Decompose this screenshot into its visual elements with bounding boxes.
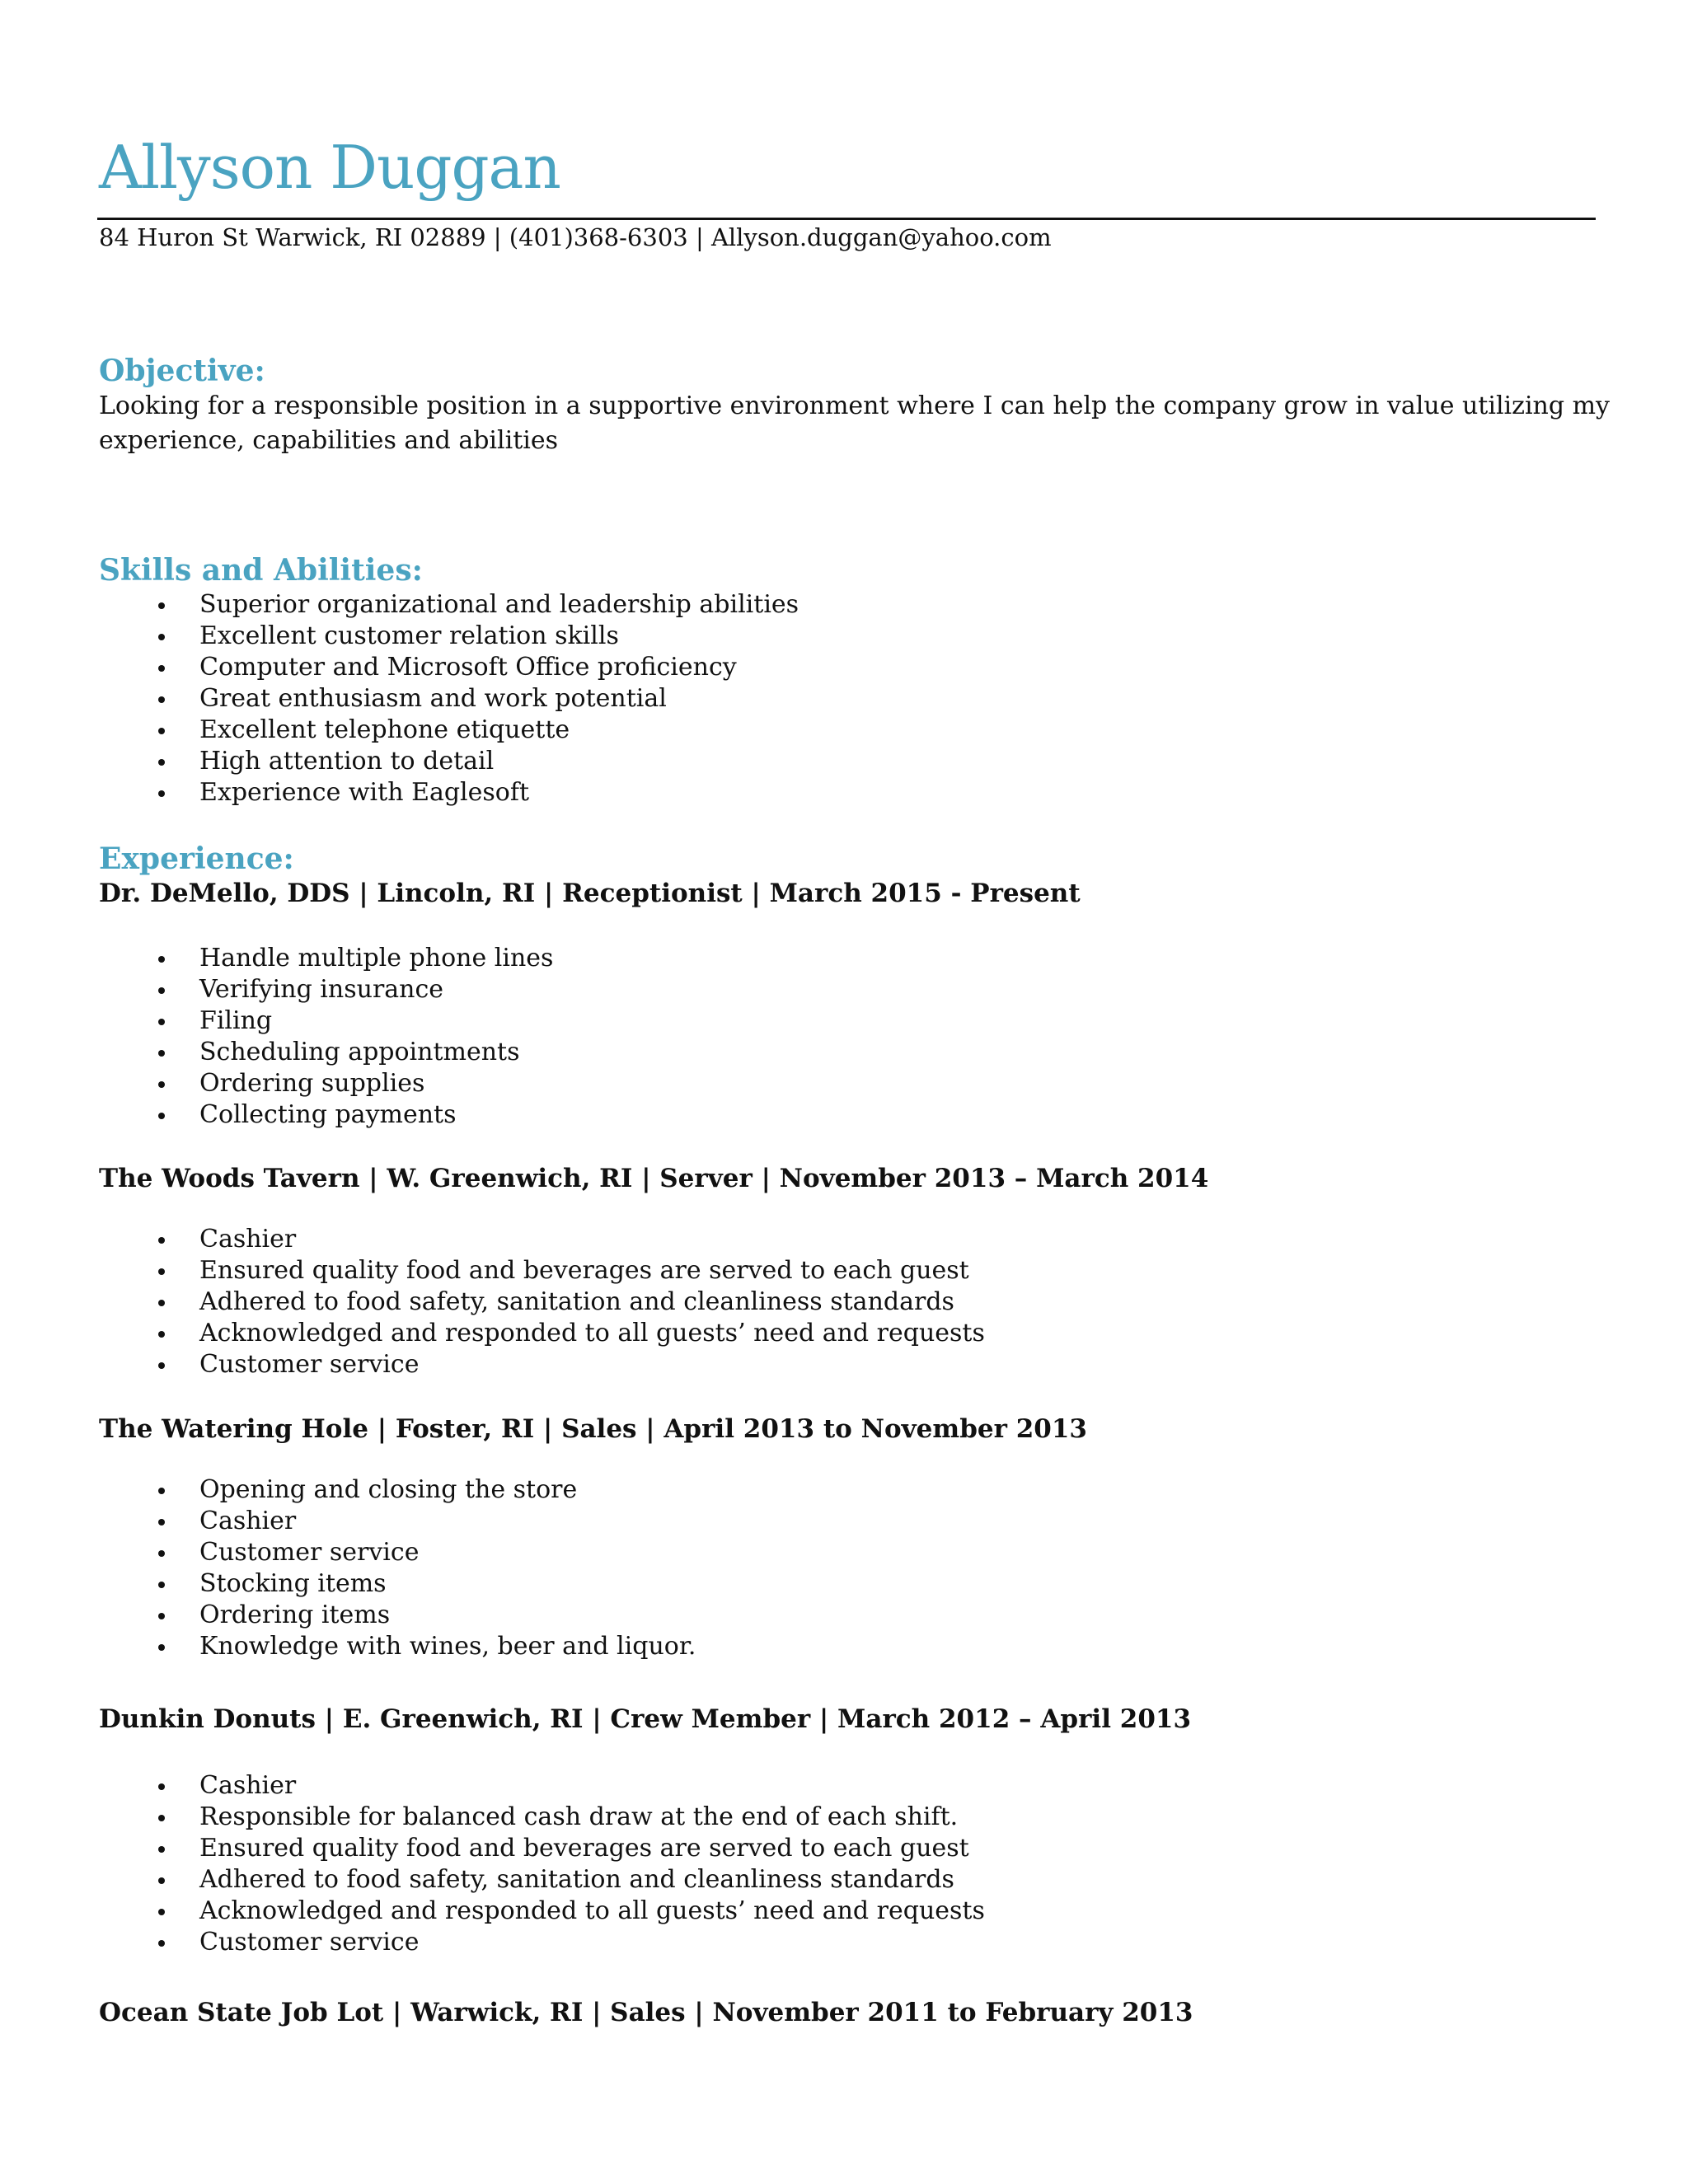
objective-heading: Objective:: [99, 354, 265, 388]
list-item: High attention to detail: [99, 746, 799, 777]
job-heading: Dunkin Donuts | E. Greenwich, RI | Crew Member | March 2012 – April 2013: [99, 1704, 1192, 1734]
list-item: Excellent customer relation skills: [99, 621, 799, 652]
list-item: Scheduling appointments: [99, 1037, 553, 1068]
job-duties-list: [99, 1224, 985, 1380]
list-item: Cashier: [99, 1506, 696, 1537]
header-divider: [97, 218, 1596, 220]
list-item: Handle multiple phone lines: [99, 943, 553, 974]
job-duties-list: [99, 1474, 696, 1662]
objective-text: [99, 389, 1611, 458]
skills-list: [99, 589, 799, 808]
list-item: Opening and closing the store: [99, 1474, 696, 1506]
list-item: Customer service: [99, 1537, 696, 1568]
list-item: Superior organizational and leadership abilities: [99, 589, 799, 621]
list-item: Verifying insurance: [99, 974, 553, 1005]
list-item: Ordering items: [99, 1600, 696, 1631]
list-item: Experience with Eaglesoft: [99, 777, 799, 808]
list-item: Collecting payments: [99, 1099, 553, 1131]
resume-page: [99, 0, 1611, 2184]
job-duties-list: [99, 943, 553, 1131]
skills-heading: Skills and Abilities:: [99, 553, 423, 588]
list-item: Filing: [99, 1005, 553, 1037]
list-item: Adhered to food safety, sanitation and cleanliness standards: [99, 1286, 985, 1318]
objective-line: Looking for a responsible position in a supportive environment where I can help the company grow in value utilizing my: [99, 391, 1611, 420]
experience-heading: Experience:: [99, 841, 294, 876]
contact-line: 84 Huron St Warwick, RI 02889 | (401)368-6303 | Allyson.duggan@yahoo.com: [99, 223, 1052, 251]
list-item: Knowledge with wines, beer and liquor.: [99, 1631, 696, 1662]
list-item: Great enthusiasm and work potential: [99, 683, 799, 715]
job-duties-list: [99, 1770, 985, 1958]
list-item: Acknowledged and responded to all guests’ need and requests: [99, 1896, 985, 1927]
list-item: Adhered to food safety, sanitation and cleanliness standards: [99, 1864, 985, 1896]
list-item: Stocking items: [99, 1568, 696, 1600]
list-item: Ordering supplies: [99, 1068, 553, 1099]
list-item: Ensured quality food and beverages are served to each guest: [99, 1833, 985, 1864]
list-item: Cashier: [99, 1770, 985, 1802]
objective-line: experience, capabilities and abilities: [99, 426, 558, 455]
list-item: Cashier: [99, 1224, 985, 1255]
list-item: Responsible for balanced cash draw at the end of each shift.: [99, 1802, 985, 1833]
list-item: Computer and Microsoft Office proficiency: [99, 652, 799, 683]
list-item: Excellent telephone etiquette: [99, 715, 799, 746]
job-heading: The Woods Tavern | W. Greenwich, RI | Server | November 2013 – March 2014: [99, 1164, 1209, 1193]
list-item: Acknowledged and responded to all guests’ need and requests: [99, 1318, 985, 1349]
list-item: Customer service: [99, 1927, 985, 1958]
list-item: Ensured quality food and beverages are served to each guest: [99, 1255, 985, 1286]
job-heading: The Watering Hole | Foster, RI | Sales | April 2013 to November 2013: [99, 1414, 1087, 1444]
job-heading: Dr. DeMello, DDS | Lincoln, RI | Receptionist | March 2015 - Present: [99, 879, 1081, 908]
list-item: Customer service: [99, 1349, 985, 1380]
applicant-name: Allyson Duggan: [99, 133, 560, 202]
job-heading: Ocean State Job Lot | Warwick, RI | Sales | November 2011 to February 2013: [99, 1998, 1193, 2027]
